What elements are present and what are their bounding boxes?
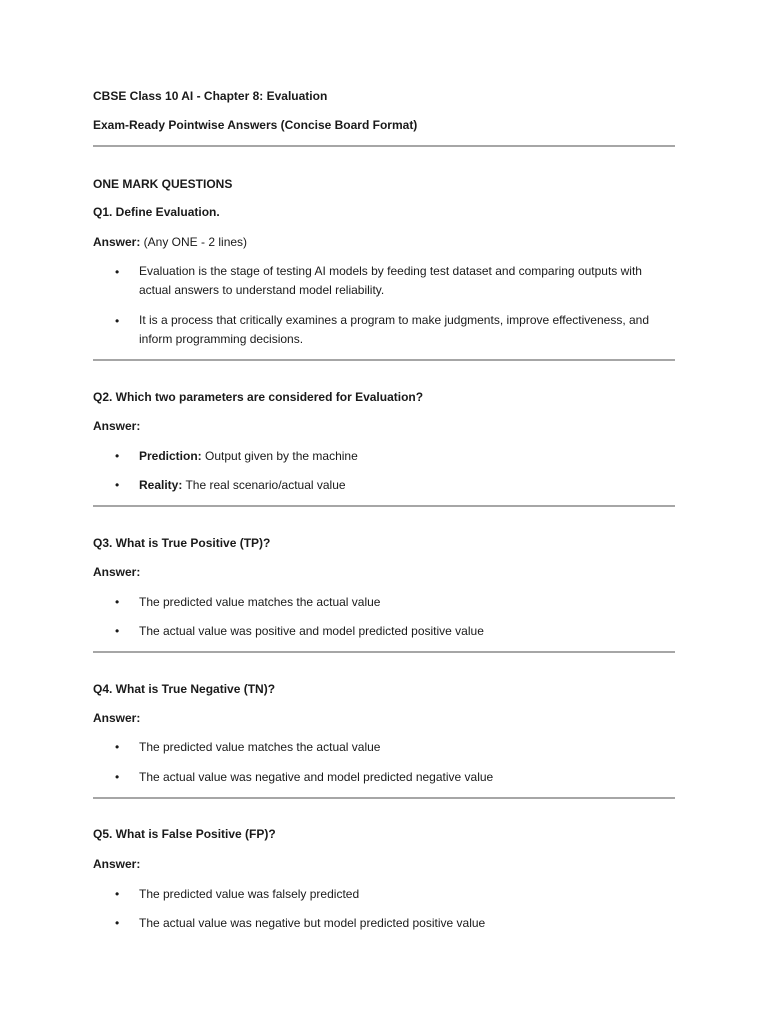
divider <box>93 797 675 799</box>
list-item: The predicted value matches the actual value <box>139 740 381 754</box>
bullet-marker: • <box>115 624 120 638</box>
bullet-marker: • <box>115 478 120 492</box>
list-item: The actual value was negative and model predicted negative value <box>139 770 494 784</box>
document-title: CBSE Class 10 AI - Chapter 8: Evaluation <box>93 89 328 103</box>
bullet-marker: • <box>115 740 120 754</box>
question-title: Q4. What is True Negative (TN)? <box>93 682 276 696</box>
bullet-marker: • <box>115 595 120 609</box>
list-item: It is a process that critically examines a program to make judgments, improve effectiveness, and inform programming decisions. <box>139 313 650 346</box>
bullet-marker: • <box>115 314 120 328</box>
question-title: Q5. What is False Positive (FP)? <box>93 827 276 841</box>
term-label: Prediction: <box>139 449 202 463</box>
answer-line <box>93 234 247 250</box>
term-definition: Output given by the machine <box>201 449 358 463</box>
question-title: Q2. Which two parameters are considered for Evaluation? <box>93 390 424 404</box>
section-heading: ONE MARK QUESTIONS <box>93 177 233 191</box>
list-item <box>139 448 358 464</box>
list-item: The predicted value matches the actual value <box>139 595 381 609</box>
answer-label: Answer: <box>93 565 141 579</box>
answer-label: Answer: <box>93 711 141 725</box>
list-item: The actual value was positive and model predicted positive value <box>139 624 484 638</box>
term-label: Reality: <box>139 478 183 492</box>
divider <box>93 359 675 361</box>
answer-note: (Any ONE - 2 lines) <box>140 235 248 249</box>
list-item: The actual value was negative but model predicted positive value <box>139 916 486 930</box>
divider <box>93 651 675 653</box>
answer-label: Answer: <box>93 235 141 249</box>
list-item <box>139 477 346 493</box>
document-subtitle: Exam-Ready Pointwise Answers (Concise Board Format) <box>93 118 418 132</box>
list-item: Evaluation is the stage of testing AI models by feeding test dataset and comparing outputs with actual answers to understand model reliability. <box>139 264 642 297</box>
bullet-marker: • <box>115 887 120 901</box>
divider <box>93 505 675 507</box>
bullet-marker: • <box>115 265 120 279</box>
divider <box>93 145 675 147</box>
term-definition: The real scenario/actual value <box>182 478 346 492</box>
list-item: The predicted value was falsely predicted <box>139 887 360 901</box>
bullet-marker: • <box>115 916 120 930</box>
question-title: Q3. What is True Positive (TP)? <box>93 536 271 550</box>
bullet-marker: • <box>115 449 120 463</box>
question-title: Q1. Define Evaluation. <box>93 205 220 219</box>
answer-label: Answer: <box>93 857 141 871</box>
bullet-marker: • <box>115 770 120 784</box>
answer-label: Answer: <box>93 419 141 433</box>
